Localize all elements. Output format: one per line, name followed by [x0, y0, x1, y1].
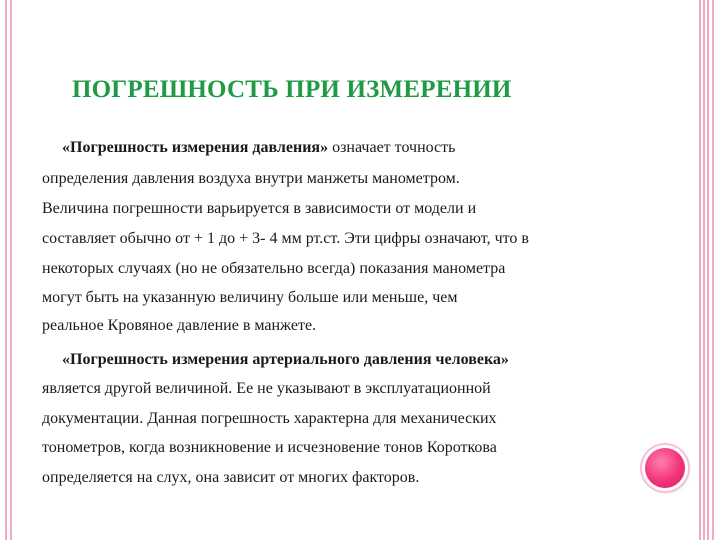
pink-circle-decoration — [645, 448, 685, 488]
paragraph-2-line-1 — [62, 350, 509, 370]
paragraph-1-line-1-text: означает точность — [328, 139, 456, 156]
paragraph-2-line-2: является другой величиной. Ее не указывают в эксплуатационной — [42, 380, 491, 397]
paragraph-1-line-7: реальное Кровяное давление в манжете. — [42, 317, 317, 334]
paragraph-1-line-2: определения давления воздуха внутри манжеты манометром. — [42, 170, 460, 187]
right-border-line — [699, 0, 701, 540]
paragraph-2-heading: «Погрешность измерения артериального давления человека» — [62, 351, 509, 368]
paragraph-1-line-3: Величина погрешности варьируется в зависимости от модели и — [42, 200, 477, 217]
paragraph-1-line-4: составляет обычно от + 1 до + 3- 4 мм рт.ст. Эти цифры означают, что в — [42, 230, 529, 247]
paragraph-2-line-5: определяется на слух, она зависит от многих факторов. — [42, 469, 420, 486]
right-border-line — [707, 0, 709, 540]
paragraph-1-line-5: некоторых случаях (но не обязательно всегда) показания манометра — [42, 260, 506, 277]
right-border-line — [703, 0, 705, 540]
paragraph-1-heading: «Погрешность измерения давления» — [62, 139, 329, 156]
paragraph-2-line-4: тонометров, когда возникновение и исчезновение тонов Короткова — [42, 439, 497, 456]
paragraph-2-line-3: документации. Данная погрешность характерна для механических — [42, 410, 497, 427]
slide-title: ПОГРЕШНОСТЬ ПРИ ИЗМЕРЕНИИ — [72, 76, 512, 103]
left-border-line — [5, 0, 7, 540]
right-border-line — [712, 0, 714, 540]
paragraph-1-line-1 — [62, 138, 455, 158]
left-border-line — [10, 0, 12, 540]
paragraph-1-line-6: могут быть на указанную величину больше или меньше, чем — [42, 289, 458, 306]
